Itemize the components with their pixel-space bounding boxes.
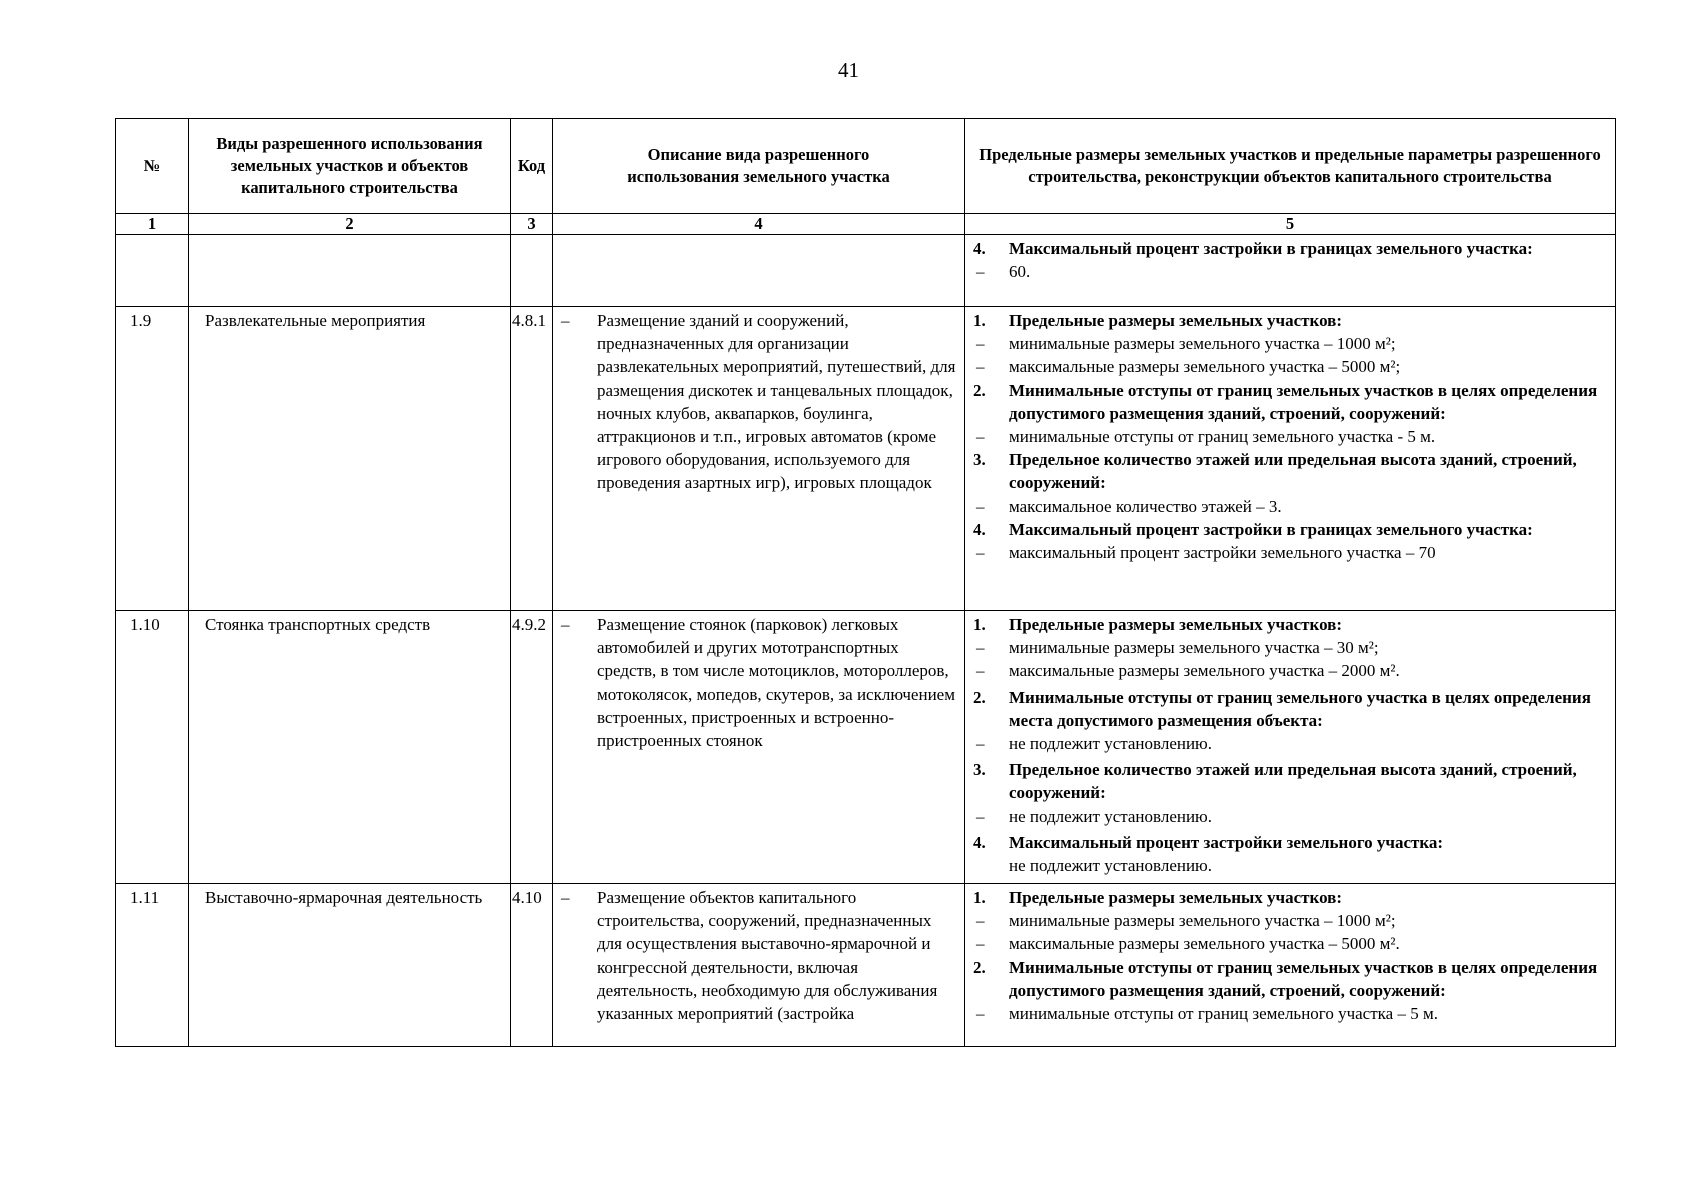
limit-heading: Предельные размеры земельных участков: — [1009, 888, 1343, 907]
limit-item: максимальное количество этажей – 3. — [1009, 496, 1282, 516]
limit-item: минимальные размеры земельного участка – 30 м²; — [1009, 638, 1379, 658]
limit-item: не подлежит установлению. — [1009, 734, 1213, 754]
header-num: № — [116, 119, 189, 214]
limit-item: максимальный процент застройки земельного участка – 70 — [1009, 543, 1436, 563]
dash: – — [976, 734, 985, 754]
use-type-name: Выставочно-ярмарочная деятельность — [205, 888, 483, 907]
column-number-row — [116, 214, 1616, 235]
row-number: 1.10 — [130, 615, 160, 634]
limit-heading-number: 1. — [973, 311, 986, 330]
limit-heading-number: 2. — [973, 957, 986, 977]
limit-item: не подлежит установлению. — [1009, 856, 1213, 876]
dash: – — [561, 888, 570, 907]
limit-heading: Минимальные отступы от границ земельных участков в целях определения допустимого размещения зданий, строений, сооружений: — [1009, 957, 1598, 1000]
use-code: 4.10 — [512, 888, 542, 907]
page-number: 41 — [838, 58, 859, 82]
use-description: Размещение стоянок (парковок) легковых автомобилей и других мототранспортных средств, в том числе мотоциклов, мотороллеров, мотоколясок, мопедов, скутеров, за исключением встроенных, пристроенных и встроенно-пристроенных стоянок — [597, 615, 955, 751]
limit-item: минимальные размеры земельного участка – 1000 м²; — [1009, 334, 1396, 354]
dash: – — [976, 262, 985, 282]
limit-heading-number: 4. — [973, 832, 986, 852]
land-use-table — [115, 118, 1616, 1047]
use-description: Размещение зданий и сооружений, предназначенных для организации развлекательных мероприятий, путешествий, для размещения дискотек и танцевальных площадок, ночных клубов, аквапарков, боулинга, аттракционов и т.п., игровых автоматов (кроме игрового оборудования, используемого для проведения азартных игр), игровых площадок — [597, 311, 956, 493]
limits-cell — [965, 611, 1616, 884]
header-row — [116, 119, 1616, 214]
use-code: 4.9.2 — [512, 615, 546, 634]
column-number: 5 — [965, 214, 1616, 235]
limit-item: максимальные размеры земельного участка – 5000 м²; — [1009, 357, 1401, 377]
table-row — [116, 611, 1616, 884]
limit-item: 60. — [1009, 262, 1031, 282]
header-limits: Предельные размеры земельных участков и предельные параметры разрешенного строительства, реконструкции объектов капитального строительства — [965, 119, 1616, 214]
limits-cell — [965, 884, 1616, 1047]
dash: – — [976, 638, 985, 658]
limit-heading-number: 4. — [973, 239, 986, 258]
limits-cell — [965, 235, 1616, 307]
header-code: Код — [511, 119, 553, 214]
row-number: 1.11 — [130, 888, 160, 907]
header-description: Описание вида разрешенного использования земельного участка — [553, 119, 965, 214]
limit-heading-number: 4. — [973, 519, 986, 539]
limit-item: не подлежит установлению. — [1009, 806, 1213, 826]
use-type-name: Стоянка транспортных средств — [205, 615, 431, 634]
limit-heading: Максимальный процент застройки в границах земельного участка: — [1009, 239, 1533, 258]
dash: – — [561, 311, 570, 330]
dash: – — [976, 543, 985, 563]
limit-heading: Минимальные отступы от границ земельных участков в целях определения допустимого размещения зданий, строений, сооружений: — [1009, 380, 1598, 423]
dash: – — [976, 496, 985, 516]
dash: – — [976, 934, 985, 954]
table-row — [116, 884, 1616, 1047]
use-description: Размещение объектов капитального строительства, сооружений, предназначенных для осуществления выставочно-ярмарочной и конгрессной деятельности, включая деятельность, необходимую для обслуживания указанных мероприятий (застройка — [597, 888, 938, 1024]
dash: – — [976, 911, 985, 931]
dash: – — [561, 615, 570, 634]
limit-item: минимальные размеры земельного участка – 1000 м²; — [1009, 911, 1396, 931]
limit-heading-number: 2. — [973, 380, 986, 400]
column-number: 1 — [116, 214, 189, 235]
limit-item: максимальные размеры земельного участка – 5000 м². — [1009, 934, 1400, 954]
dash: – — [976, 334, 985, 354]
limit-heading: Предельные размеры земельных участков: — [1009, 311, 1343, 330]
limits-cell — [965, 307, 1616, 611]
limit-heading-number: 1. — [973, 888, 986, 907]
limit-heading: Предельное количество этажей или предельная высота зданий, строений, сооружений: — [1009, 450, 1577, 493]
table-row — [116, 307, 1616, 611]
dash: – — [976, 1004, 985, 1024]
dash: – — [976, 661, 985, 681]
limit-heading-number: 3. — [973, 450, 986, 470]
column-number: 2 — [189, 214, 511, 235]
limit-item: минимальные отступы от границ земельного участка – 5 м. — [1009, 1004, 1438, 1024]
limit-heading: Минимальные отступы от границ земельного участка в целях определения места допустимого размещения объекта: — [1009, 687, 1591, 730]
header-types: Виды разрешенного использования земельных участков и объектов капитального строительства — [189, 119, 511, 214]
limit-heading: Предельное количество этажей или предельная высота зданий, строений, сооружений: — [1009, 760, 1577, 803]
limit-heading: Предельные размеры земельных участков: — [1009, 615, 1343, 634]
limit-heading-number: 3. — [973, 760, 986, 780]
dash: – — [976, 357, 985, 377]
use-type-name: Развлекательные мероприятия — [205, 311, 426, 330]
limit-item: максимальные размеры земельного участка – 2000 м². — [1009, 661, 1400, 681]
table-row-continued — [116, 235, 1616, 307]
use-code: 4.8.1 — [512, 311, 546, 330]
row-number: 1.9 — [130, 311, 152, 330]
limit-heading: Максимальный процент застройки земельного участка: — [1009, 832, 1444, 852]
limit-heading-number: 1. — [973, 615, 986, 634]
dash: – — [976, 806, 985, 826]
column-number: 3 — [511, 214, 553, 235]
limit-heading-number: 2. — [973, 687, 986, 707]
column-number: 4 — [553, 214, 965, 235]
limit-item: минимальные отступы от границ земельного участка - 5 м. — [1009, 427, 1436, 447]
limit-heading: Максимальный процент застройки в границах земельного участка: — [1009, 519, 1533, 539]
dash: – — [976, 427, 985, 447]
